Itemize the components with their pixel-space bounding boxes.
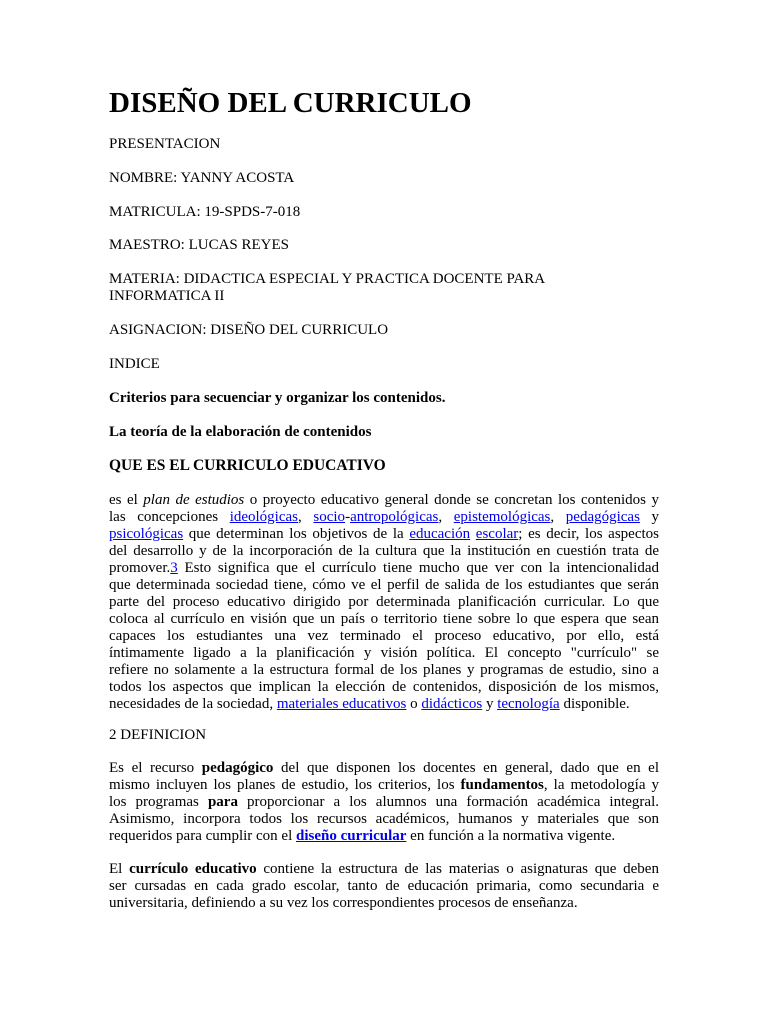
text-run: , [438, 509, 454, 525]
definicion-heading: 2 DEFINICION [109, 727, 207, 743]
link-materiales-educativos[interactable]: materiales educativos [276, 696, 407, 712]
text-run: proporcionar a los alumnos una formación académica integral. [237, 794, 659, 810]
asignacion-line: ASIGNACION: DISEÑO DEL CURRICULO [109, 322, 389, 338]
paragraph-line [109, 828, 659, 845]
paragraph-line: universitaria, definiendo a su vez los correspondientes procesos de enseñanza. [109, 895, 578, 911]
paragraph-line [109, 696, 659, 713]
index-item-teoria: La teoría de la elaboración de contenidos [109, 424, 372, 440]
indice-heading: INDICE [109, 356, 160, 372]
paragraph-curriculo [109, 492, 659, 713]
footnote-link-3[interactable]: 3 [170, 560, 178, 576]
link-epistemologicas[interactable]: epistemológicas [453, 509, 551, 525]
paragraph-line [109, 492, 659, 509]
paragraph-definicion [109, 760, 659, 845]
link-antropologicas[interactable]: antropológicas [350, 509, 439, 525]
materia-line-1: MATERIA: DIDACTICA ESPECIAL Y PRACTICA DOCENTE PARA [109, 271, 546, 287]
paragraph-line: del desarrollo y de la incorporación de la cultura que la institución en cuestión trata de [109, 543, 659, 559]
paragraph-line: capaces los estudiantes una vez terminado el proceso educativo, por ello, está [109, 628, 659, 644]
bold-curriculo-educativo: currículo educativo [129, 861, 257, 877]
maestro-line: MAESTRO: LUCAS REYES [109, 237, 290, 253]
text-run: ; es decir, los aspectos [518, 526, 659, 542]
matricula-line: MATRICULA: 19-SPDS-7-018 [109, 204, 301, 220]
text-run: en función a la normativa vigente. [406, 828, 616, 844]
paragraph-line: íntimamente ligado a la planificación y visión política. El concepto "currículo" se [109, 645, 659, 661]
link-pedagogicas[interactable]: pedagógicas [565, 509, 640, 525]
paragraph-line [109, 794, 659, 811]
text-run: , [298, 509, 314, 525]
document-title: DISEÑO DEL CURRICULO [109, 87, 472, 119]
bold-pedagogico: pedagógico [201, 760, 274, 776]
text-run: y [482, 696, 498, 712]
text-run: - [345, 509, 351, 525]
text-run: promover. [109, 560, 171, 576]
text-run: disponible. [559, 696, 630, 712]
paragraph-line [109, 526, 659, 543]
text-run: mismo incluyen los planes de estudio, los criterios, los [109, 777, 461, 793]
text-run: El [109, 861, 130, 877]
materia-line-2: INFORMATICA II [109, 288, 225, 304]
paragraph-line: que determinada sociedad tiene, cómo ve el perfil de salida de los estudiantes que serán [109, 577, 659, 593]
text-run: o proyecto educativo general donde se concretan los contenidos y [244, 492, 659, 508]
paragraph-line: refiere no solamente a la estructura formal de los planes y programas de estudio, sino a [109, 662, 659, 678]
text-run: Es el recurso [109, 760, 202, 776]
plan-de-estudios-text: plan de estudios [143, 492, 245, 508]
paragraph-line: todos los aspectos que implican la elección de contenidos, disposición de los mismos, [109, 679, 659, 695]
index-item-criterios: Criterios para secuenciar y organizar los contenidos. [109, 390, 446, 406]
text-run: y [639, 509, 660, 525]
section-heading: QUE ES EL CURRICULO EDUCATIVO [109, 457, 386, 474]
text-run: contiene la estructura de las materias o asignaturas que deben [256, 861, 659, 877]
text-run: del que disponen los docentes en general, dado que en el [273, 760, 659, 776]
link-ideologicas[interactable]: ideológicas [229, 509, 299, 525]
paragraph-line: Asimismo, incorpora todos los recursos académicos, humanos y materiales que son [109, 811, 659, 827]
bold-para: para [207, 794, 238, 810]
link-psicologicas[interactable]: psicológicas [109, 526, 184, 542]
text-run: las concepciones [109, 509, 230, 525]
link-escolar[interactable]: escolar [475, 526, 519, 542]
text-run: requeridos para cumplir con el [109, 828, 297, 844]
paragraph-line [109, 760, 659, 777]
link-didacticos[interactable]: didácticos [421, 696, 483, 712]
paragraph-line [109, 560, 659, 577]
paragraph-estructura [109, 861, 659, 912]
text-run: que determinan los objetivos de la [183, 526, 410, 542]
text-run: los programas [109, 794, 208, 810]
text-run: es el [109, 492, 144, 508]
text-run: , la metodología y [543, 777, 659, 793]
link-educacion[interactable]: educación [409, 526, 471, 542]
paragraph-line [109, 509, 659, 526]
link-tecnologia[interactable]: tecnología [497, 696, 560, 712]
paragraph-line [109, 777, 659, 794]
text-run: necesidades de la sociedad, [109, 696, 277, 712]
paragraph-line: parte del proceso educativo dirigido por determinada planificación curricular. Lo que [109, 594, 659, 610]
paragraph-line: coloca al currículo en visión que un país o territorio tiene sobre lo que espera que sean [109, 611, 659, 627]
link-socio[interactable]: socio [313, 509, 346, 525]
presentacion-line: PRESENTACION [109, 136, 221, 152]
text-run: , [550, 509, 566, 525]
text-run: o [406, 696, 422, 712]
paragraph-line: ser cursadas en cada grado escolar, tanto de educación primaria, como secundaria e [109, 878, 659, 894]
link-diseno-curricular[interactable]: diseño curricular [296, 828, 407, 844]
text-run: Esto significa que el currículo tiene mucho que ver con la intencionalidad [177, 560, 659, 576]
bold-fundamentos: fundamentos [460, 777, 544, 793]
nombre-line: NOMBRE: YANNY ACOSTA [109, 170, 295, 186]
paragraph-line [109, 861, 659, 878]
